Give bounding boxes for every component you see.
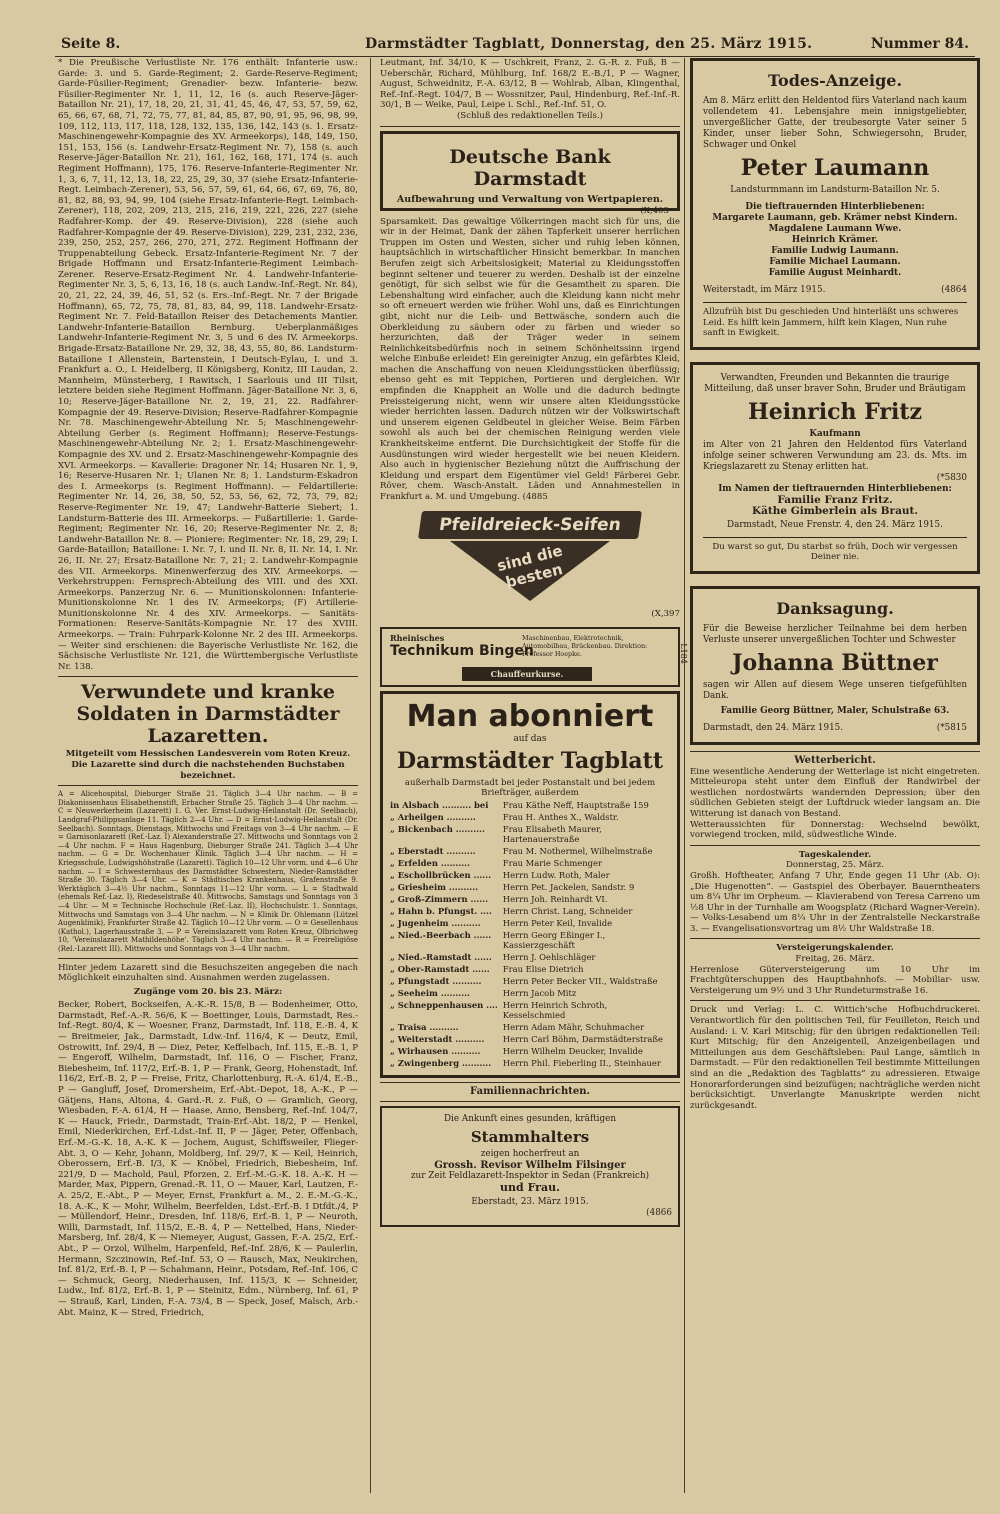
agent-place: „ Nied.-Beerbach ...... — [390, 929, 492, 940]
column-divider — [684, 58, 685, 1493]
mourners-heading: Im Namen der tieftrauernden Hinterbliebenen: — [718, 483, 952, 494]
divider — [690, 938, 980, 939]
birth-announcement — [380, 1106, 680, 1227]
ad-code: (X,403 — [640, 205, 669, 216]
agent-row — [389, 929, 671, 951]
agent-name: Herrn Carl Böhm, Darmstädterstraße — [502, 1033, 663, 1044]
soap-slogan: sind die besten — [495, 541, 565, 592]
divider — [58, 676, 358, 677]
masthead-title: Darmstädter Tagblatt, Donnerstag, den 25. März 1915. — [365, 36, 813, 52]
soap-banner: Pfeildreieck-Seifen — [418, 511, 642, 539]
agent-row — [389, 799, 671, 811]
calendar-text: Großh. Hoftheater, Anfang 7 Uhr, Ende gegen 11 Uhr (Ab. O): „Die Hugenotten“. — Gastspiel des Oberbayer. Bauerntheaters um 8¼ Uhr im Orpheum. — Klavierabend von Teresa Carreno um ½8 Uhr in der Turnhalle am Woogsplatz (Richard Wagner-Verein). — Volks-Lesabend um 8¼ Uhr in der Zentralstelle Neckarstraße 3. — Evangelisationsvortrag um 8½ Uhr Waldstraße 18. — [690, 870, 980, 934]
subscription-advertisement — [380, 691, 680, 1078]
issue-number: Nummer 84. — [870, 36, 969, 52]
agent-place: „ Weiterstadt .......... — [390, 1033, 485, 1044]
agent-place: „ Ober-Ramstadt ...... — [390, 963, 490, 974]
ad-code: (X,397 — [651, 608, 680, 619]
birth-mother: und Frau. — [500, 1181, 560, 1195]
agent-row — [389, 917, 671, 929]
agent-name: Herrn J. Oehlschläger — [502, 951, 596, 962]
bank-services: Aufbewahrung und Verwaltung von Wertpapieren. — [396, 193, 664, 205]
memorial-verse: Allzufrüh bist Du geschieden Und hinterläßt uns schweres Leid. Es hilft kein Jammern, hilft kein Klagen, Nun ruhe sanft in Ewigkeit. — [703, 302, 967, 339]
agent-place: „ Schneppenhausen .... — [390, 999, 498, 1010]
calendar-heading: Tageskalender. — [798, 849, 872, 860]
agent-row — [389, 1045, 671, 1057]
divider — [380, 1101, 680, 1102]
technikum-advertisement — [380, 627, 689, 687]
death-notice-laumann — [690, 58, 980, 350]
notice-intro: Für die Beweise herzlicher Teilnahme bei dem herben Verluste unserer unvergeßlichen Tochter und Schwester — [703, 623, 967, 645]
agent-row — [389, 975, 671, 987]
notice-intro: Am 8. März erlitt den Heldentod fürs Vaterland nach kaum vollendetem 41. Lebensjahre mein innigstgeliebter, unvergeßlicher Gatte, der treubesorgte Vater seiner 5 Kinder, unser lieber Sohn, Schwiegersohn, Bruder, Schwager und Onkel — [703, 96, 967, 150]
notice-place-date: Weiterstadt, im März 1915. — [703, 285, 826, 295]
deceased-role: Kaufmann — [809, 428, 861, 439]
subscription-intro: außerhalb Darmstadt bei jeder Postanstalt und bei jedem Briefträger, außerdem — [404, 777, 656, 799]
column-divider — [370, 58, 371, 1493]
ad-code: (4864 — [941, 285, 967, 295]
notice-intro: Verwandten, Freunden und Bekannten die traurige Mitteilung, daß unser braver Sohn, Bruder und Bräutigam — [704, 372, 966, 394]
calendar-date: Donnerstag, 25. März. — [786, 860, 884, 871]
weather-report: Eine wesentliche Aenderung der Wetterlage ist nicht eingetreten. Mitteleuropa steht unter dem Einfluß der Randwirbel der westlichen nordostwärts wandernden Depression; über den südlichen Gebieten steigt der Luftdruck wieder langsam an. Die Witterung ist danach von Bestand. — [690, 766, 980, 819]
divider — [690, 845, 980, 846]
notice-title: Todes-Anzeige. — [767, 71, 903, 90]
divider — [380, 1082, 680, 1083]
auction-heading: Versteigerungskalender. — [776, 943, 894, 954]
agent-name: Herrn Phil. Fieberling II., Steinhauer — [502, 1057, 661, 1068]
agent-row — [389, 893, 671, 905]
mourner: Familie Ludwig Laumann. — [771, 246, 899, 256]
notice-footer — [703, 285, 967, 296]
divider — [380, 126, 680, 127]
mourner: Heinrich Krämer. — [791, 235, 879, 245]
end-editorial-note: (Schluß des redaktionellen Teils.) — [456, 110, 604, 121]
mourner: Familie Michael Laumann. — [769, 257, 901, 267]
divider — [690, 751, 980, 752]
agent-row — [389, 999, 671, 1021]
agent-place: „ Zwingenberg .......... — [390, 1057, 492, 1068]
agent-name: Herrn Peter Becker VII., Waldstraße — [502, 975, 658, 986]
agent-name: Frau M. Nothermel, Wilhelmstraße — [502, 845, 653, 856]
agent-row — [389, 905, 671, 917]
weather-forecast: Wetteraussichten für Donnerstag: Wechselnd bewölkt, vorwiegend trocken, mild, südwestliche Winde. — [690, 819, 980, 841]
agent-row — [389, 823, 671, 845]
agent-name: Frau Elisabeth Maurer, Hartenauerstraße — [502, 823, 602, 844]
imprint: Druck und Verlag: L. C. Wittich'sche Hofbuchdruckerei. Verantwortlich für den politischen Teil, für Feuilleton, Reich und Ausland: i. V. Karl Mitschig; für den übrigen redaktionellen Teil: Kurt Mitschig; für den Anzeigenteil, Anzeigenbeilagen und Mitteilungen aus dem Geschäftsleben: Paul Lange, sämtlich in Darmstadt. — Für den redaktionellen Teil bestimmte Mitteilungen sind an die „Redaktion des Tagblatts“ zu adressieren. Etwaige Honorarforderungen sind beizufügen; nachträgliche werden nicht berücksichtigt. Unverlangte Manuskripte werden nicht zurückgesandt. — [690, 1005, 980, 1111]
agent-name: Frau Elise Dietrich — [502, 963, 584, 974]
agent-name: Herrn Jacob Mitz — [502, 987, 577, 998]
agent-place: „ Arheilgen .......... — [390, 811, 476, 822]
notice-signature: Familie Georg Büttner, Maler, Schulstraße 63. — [720, 705, 950, 716]
ad-code: L184 — [679, 642, 689, 664]
column-2 — [380, 58, 689, 1227]
agent-row — [389, 951, 671, 963]
agent-place: „ Groß-Zimmern ...... — [390, 893, 488, 904]
agent-name: Frau H. Anthes X., Waldstr. — [502, 811, 619, 822]
agent-row — [389, 881, 671, 893]
agent-row — [389, 963, 671, 975]
subscription-headline: Man abonniert — [406, 698, 654, 734]
deceased-name: Heinrich Fritz — [748, 398, 922, 425]
list-continuation: Leutmant, Inf. 34/10, K — Uschkreit, Franz, 2. G.-R. z. Fuß, B — Ueberschär, Richard, Mühlburg, Inf. 168/2 E.-B./1, P — Wagner, August, Schweidnitz, F.-A. 63/12, B — Wohlrab, Alban, Klingenthal, Ref.-Inf.-Regt. 104/7, B — Wossnitzer, Paul, Hindenburg, Ref.-Inf.-R. 30/1, B — Weike, Paul, Leipe i. Schl., Ref.-Inf. 51, O. — [380, 58, 680, 111]
ad-code: (*5830 — [936, 472, 967, 483]
agent-row — [389, 869, 671, 881]
agent-row — [389, 1021, 671, 1033]
birth-father: Grossh. Revisor Wilhelm Filsinger — [434, 1160, 626, 1172]
agent-name: Frau Marie Schmenger — [502, 857, 602, 868]
agent-name: Herrn Heinrich Schroth, Kesselschmied — [502, 999, 608, 1020]
ad-code: (4866 — [646, 1208, 672, 1219]
lazarett-subheading: Mitgeteilt vom Hessischen Landesverein vom Roten Kreuz. Die Lazarette sind durch die nachstehenden Buchstaben bezeichnet. — [65, 749, 351, 781]
mourner: Käthe Gimberlein als Braut. — [751, 504, 919, 517]
agent-name: Frau Käthe Neff, Hauptstraße 159 — [502, 799, 649, 810]
notice-title: Danksagung. — [776, 598, 894, 618]
mourner: Familie August Meinhardt. — [768, 268, 902, 278]
column-1 — [58, 58, 358, 1318]
page-number: Seite 8. — [61, 36, 121, 52]
thanks-notice-buettner — [690, 586, 980, 745]
mourners-heading: Die tieftrauernden Hinterbliebenen: — [745, 202, 925, 212]
technikum-subjects: Maschinenbau, Elektrotechnik, Automobilbau, Brückenbau. Direktion: Professor Hoepke. — [522, 633, 648, 658]
agent-row — [389, 845, 671, 857]
agent-name: Herrn Christ. Lang, Schneider — [502, 905, 633, 916]
agent-place: „ Traisa .......... — [390, 1021, 459, 1032]
notice-footer — [703, 723, 967, 734]
bank-name: Deutsche Bank Darmstadt — [449, 145, 611, 190]
mourner: Margarete Laumann, geb. Krämer nebst Kindern. — [712, 213, 958, 223]
agent-place: „ Hahn b. Pfungst. .... — [390, 905, 492, 916]
subscription-agents-table — [389, 799, 671, 1069]
technikum-courses: Chauffeurkurse. — [462, 667, 592, 681]
lazarett-note: Hinter jedem Lazarett sind die Besuchszeiten angegeben die nach Möglichkeit einzuhalten sind. Ausnahmen werden zugelassen. — [58, 962, 358, 984]
soap-advertisement — [380, 509, 680, 621]
agent-place: „ Jugenheim .......... — [390, 917, 481, 928]
deceased-name: Peter Laumann — [740, 155, 930, 181]
birth-father-role: zur Zeit Feldlazarett-Inspektor in Sedan (Frankreich) — [410, 1171, 650, 1182]
agent-row — [389, 811, 671, 823]
mourner: Familie Franz Fritz. — [777, 493, 893, 506]
agent-place: „ Erfelden .......... — [390, 857, 470, 868]
death-notice-fritz — [690, 362, 980, 574]
agent-name: Herrn Wilhelm Deucker, Invalide — [502, 1045, 643, 1056]
notice-place-date: Darmstadt, Neue Frenstr. 4, den 24. März 1915. — [727, 519, 943, 530]
agent-place: „ Griesheim .......... — [390, 881, 479, 892]
agent-place: „ Seeheim .......... — [390, 987, 470, 998]
divider — [58, 785, 358, 786]
agent-name: Herrn Pet. Jackelen, Sandstr. 9 — [502, 881, 635, 892]
notice-text: im Alter von 21 Jahren den Heldentod fürs Vaterland infolge seiner schweren Verwundung am 23. ds. Mts. im Kriegslazarett zu Stenay erlitten hat. — [703, 439, 967, 472]
agent-name: Herrn Peter Keil, Invalide — [502, 917, 613, 928]
weather-heading: Wetterbericht. — [794, 754, 876, 766]
agent-row — [389, 1057, 671, 1069]
auction-text: Herrenlose Güterversteigerung um 10 Uhr im Frachtgüterschuppen des Hauptbahnhofs. — Mobiliar- usw. Versteigerung um 9½ und 3 Uhr Rundeturmstraße 16. — [690, 964, 980, 996]
agent-name: Herrn Georg Eßinger I., Kassierzgeschäft — [502, 929, 606, 950]
verlustliste-text: * Die Preußische Verlustliste Nr. 176 enthält: Infanterie usw.: Garde: 3. und 5. Garde-Regiment; 2. Garde-Reserve-Regiment; Garde-Füsilier-Regiment; Grenadier- bezw. Infanterie- bezw. Füsilier-Regimenter Nr. 1, 11, 12, 16 (s. auch Reserve-Jäger-Bataillon Nr. 21), 17, 18, 20, 21, 31, 41, 45, 46, 47, 53, 57, 59, 62, 65, 66, 67, 68, 71, 72, 75, 77, 81, 84, 85, 87, 90, 91, 95, 96, 98, 99, 109, 112, 113, 117, 118, 128, 132, 135, 136, 142, 143 (s. 1. Ersatz-Maschinengewehr-Kompagnie des XV. Armeekorps), 148, 149, 150, 151, 153, 156 (s. Landwehr-Ersatz-Regiment Nr. 7), 158 (s. auch Reserve-Jäger-Bataillon Nr. 21), 161, 162, 168, 171, 174 (s. auch Regiment Hoffmann), 175, 176. Reserve-Infanterie-Regimenter Nr. 1, 3, 6, 7, 11, 12, 13, 18, 22, 25, 29, 30, 37 (siehe Ersatz-Infanterie-Regt. Leimbach-Zerener), 53, 56, 57, 59, 61, 64, 66, 67, 69, 76, 80, 81, 82, 88, 93, 94, 99, 104 (siehe Ersatz-Infanterie-Regt. Leimbach-Zerener), 118, 202, 209, 213, 215, 216, 219, 221, 226, 227 (siehe Radfahrer-Komp. der 49. Reserve-Division), 228 (siehe auch Radfahrer-Kompagnie der 49. Reserve-Division), 229, 231, 232, 236, 239, 250, 252, 257, 266, 270, 271, 272. Regiment Hoffmann der Truppenabteilung Gebeck. Ersatz-Infanterie-Regiment Nr. 7 der Brigade Hoffmann und Ersatz-Infanterie-Regiment Leimbach-Zerener. Reserve-Ersatz-Regiment Nr. 4. Landwehr-Infanterie-Regimenter Nr. 3, 5, 6, 13, 16, 18 (s. auch Landw.-Inf.-Regt. Nr. 84), 20, 21, 22, 24, 39, 46, 51, 52 (s. Ers.-Inf.-Regt. Nr. 7 der Brigade Hoffmann), 65, 72, 75, 78, 81, 83, 84, 99, 118. Landwehr-Ersatz-Regiment Nr. 7. Feld-Bataillon Reiser des Detachements Mantier. Landwehr-Infanterie-Bataillon Bernburg. Ueberplanmäßiges Landwehr-Infanterie-Regiment Nr. 3, 5 und 6 des IV. Armeekorps. Brigade-Ersatz-Bataillone Nr. 29, 32, 38, 43, 55, 80, 86. Landsturm-Bataillone I Allenstein, Bartenstein, I Deutsch-Eylau, I. und 3. Frankfurt a. O., I. Heidelberg, II Königsberg, Konitz, III Laudan, 2. Mannheim, Münsterberg, I Rawitsch, I Saarlouis und III Tilsit, letztere beiden siehe Regiment Hoffmann. Jäger-Bataillone Nr. 3, 6, 10; Reserve-Jäger-Bataillone Nr. 2, 19, 21, 22. Radfahrer-Kompagnie der 49. Reserve-Division; Reserve-Radfahrer-Kompagnie Nr. 78. Maschinengewehr-Abteilung Nr. 5; Maschinengewehr-Abteilung Gerber (s. Regiment Hoffmann); Reserve-Festungs-Maschinengewehr-Abteilung Nr. 2; 1. Ersatz-Maschinengewehr-Kompagnie des XV. und 2. Ersatz-Maschinengewehr-Kompagnie des XVI. Armeekorps. — Kavallerie: Dragoner Nr. 14; Husaren Nr. 1, 9, 16; Reserve-Husaren Nr. 1; Ulanen Nr. 8; 1. Landsturm-Eskadron des I. Armeekorps (s. Regiment Hoffmann). — Feldartillerie: Regimenter Nr. 14, 26, 38, 50, 52, 53, 56, 62, 72, 73, 79, 82; Reserve-Regimenter Nr. 19, 47; Landwehr-Batterie Siebert; 1. Landsturm-Batterie des III. Armeekorps. — Fußartillerie: 1. Garde-Regiment; Regimenter Nr. 16, 20; Reserve-Regimenter Nr. 2, 8; Landwehr-Bataillon Nr. 8. — Pioniere: Regimenter: Nr. 18, 29, 29; I. Garde-Bataillon; Bataillone: I. Nr. 7, I. und II. Nr. 8, II. Nr. 14, I. Nr. 26, II. Nr. 27; Ersatz-Bataillone Nr. 7, 21; 2. Landwehr-Kompagnie des VII. Armeekorps. Minenwerferzug des XIV. Armeekorps. — Verkehrstruppen: Fernsprech-Abteilung des VIII. und des XXI. Armeekorps. Panzerzug Nr. 6. — Munitionskolonnen: Infanterie-Munitionskolonne Nr. 1 des IV. Armeekorps; (F) Artillerie-Munitionskolonne Nr. 4 des XIV. Armeekorps. — Sanitäts-Formationen: Reserve-Sanitäts-Kompagnie Nr. 17 des XVIII. Armeekorps. — Train: Fuhrpark-Kolonne Nr. 2 des III. Armeekorps. — Weiter sind erschienen: die Bayerische Verlustliste Nr. 162, die Sächsische Verlustliste Nr. 121, die Württembergische Verlustliste Nr. 138. — [58, 58, 358, 672]
birth-place-date: Eberstadt, 23. März 1915. — [471, 1197, 589, 1208]
technikum-prefix: Rheinisches — [390, 632, 445, 643]
agent-place: „ Bickenbach .......... — [390, 823, 485, 834]
lazarett-list: A = Alicehospital, Dieburger Straße 21. Täglich 3—4 Uhr nachm. — B = Diakonissenhaus Elisabethenstift, Erbacher Straße 25. Täglich 3—4 Uhr nachm. — C = Neuwerkerheim (Lazarett) 1. G. Ver. Ernst-Ludwig-Heilanstalt (Dr. Seelbach), Landgraf-Philippsanlage 11. Täglich 2—4 Uhr. — D = Ernst-Ludwig-Heilanstalt (Dr. Seelbach). Sonntags, Dienstags, Mittwochs und Freitags von 3—4 Uhr nachm. — E = Garnisonlazarett (Ref.-Laz. I) Alexanderstraße 27. Mittwochs und Sonntags von 2—4 Uhr nachm. F = Haus Hagenburg, Dieburger Straße 241. Täglich 3—4 Uhr nachm. — G = Dr. Wochenhauer Klinik. Täglich 3—4 Uhr nachm. — H = Kriegsschule, Ludwigshöhstraße (Lazarett). Täglich 10—12 Uhr vorm. und 4—6 Uhr nachm. — I = Schwesternhaus des Darmstädter Schwestern, Nieder-Ramstädter Straße 30. Täglich 3—4 Uhr. — K = Städtisches Krankenhaus, Grafenstraße 9. Werktäglich 3—4½ Uhr nachm., Sonntags 11—12 Uhr vorm. — L = Stadtwald (ehemals Ref.-Laz. I), Riedeselstraße 40. Mittwochs, Samstags und Sonntags von 3—4 Uhr. — M = Technische Hochschule (Ref.-Laz. II), Hochschulstr. 1. Sonntags, Mittwochs und Samstags von 3—4 Uhr nachm. — N = Klinik Dr. Ohlemann (Lützel Augenklinik), Frankfurter Straße 42. Täglich 10—12 Uhr vorm. — O = Gesellenhaus (Kathol.), Lagerhausstraße 3. — P = Vereinslazarett vom Roten Kreuz, Olbrichweg 10, 'Vereinslazarett Mathildenhöhe'. Täglich 3—4 Uhr nachm. — R = Freireligiöse (Rel.-Lazarett III). Mittwochs und Sonntags von 3—4 Uhr nachm. — [58, 790, 358, 953]
agent-place: „ Eschollbrücken ...... — [390, 869, 492, 880]
divider — [690, 1000, 980, 1001]
agent-place: „ Eberstadt .......... — [390, 845, 476, 856]
mourner: Magdalene Laumann Wwe. — [768, 224, 902, 234]
agent-place: in Alsbach .......... bei — [390, 799, 489, 810]
technikum-name: Technikum Bingen — [390, 642, 534, 659]
deceased-name: Johanna Büttner — [732, 649, 938, 676]
birth-line-1: Die Ankunft eines gesunden, kräftigen — [443, 1114, 616, 1125]
divider — [58, 958, 358, 959]
memorial-verse: Du warst so gut, Du starbst so früh, Doch wir vergessen Deiner nie. — [703, 537, 967, 563]
agent-place: „ Nied.-Ramstadt ...... — [390, 951, 492, 962]
subscription-connector: auf das — [513, 733, 547, 744]
zugaenge-heading: Zugänge vom 20. bis 23. März: — [133, 986, 283, 997]
agent-place: „ Wirhausen .......... — [390, 1045, 481, 1056]
agent-row — [389, 987, 671, 999]
auction-date: Freitag, 26. März. — [795, 954, 875, 965]
sparsamkeit-article: Sparsamkeit. Das gewaltige Völkerringen macht sich für uns, die wir in der Heimat, Dank der zähen Tapferkeit unserer herrlichen Truppen im Osten und Westen, sicher und ruhig leben können, hauptsächlich in wirtschaftlicher Hinsicht bemerkbar. In manchen Berufen zeigt sich Arbeitslosigkeit; Material zu Kleidungsstoffen beginnt seltener und teuerer zu werden. Deshalb ist der einzelne genötigt, für sich selbst wie für die Gesamtheit zu sparen. Die Lebenshaltung wird einfacher, auch die Kleidung kann nicht mehr so oft erneuert werden wie früher. Wohl uns, daß es Einrichtungen gibt, nicht nur die Leib- und Bettwäsche, sondern auch die Oberkleidung zu säubern oder zu färben und wieder so herzurichten, daß der Träger weder in seinem Reinlichkeitsbedürfnis noch in seinem Schönheitssinn irgend welche Einbuße erleidet! Ein gereinigter Anzug, ein gefärbtes Kleid, machen die Anschaffung von neuen Kleidungsstücken überflüssig; ebenso geht es mit Teppichen, Portieren und dergleichen. Wir empfinden die Knappheit an Wolle und die dadurch bedingte Preissteigerung nicht, wenn wir unsere alten Kleidungsstücke wieder herrichten lassen. Dadurch nützen wir der Volkswirtschaft und unserem eigenen Geldbeutel in gleicher Weise. Beim Färben sowohl als auch bei der chemischen Reinigung werden viele Krankheitskeime entfernt. Die Durchsichtigkeit der Stoffe für die Ausdünstungen wird wieder hergestellt wie bei neuen Kleidern. Also auch in hygienischer Beziehung nützt die Auffrischung der Kleidung und erspart dem Eigentümer viel Geld! Färberei Gebr. Röver, chem. Wasch-Anstalt. Läden und Annahmestellen in Frankfurt a. M. und Umgebung. (4885 — [380, 216, 680, 502]
agent-place: „ Pfungstadt .......... — [390, 975, 482, 986]
lazarett-heading: Verwundete und kranke Soldaten in Darmstädter Lazaretten. — [76, 681, 340, 748]
agent-name: Herrn Joh. Reinhardt VI. — [502, 893, 608, 904]
agent-row — [389, 857, 671, 869]
zugaenge-text: Becker, Robert, Bockseifen, A.-K.-R. 15/8, B — Bodenheimer, Otto, Darmstadt, Ref.-A.-R. 56/6, K — Boettinger, Louis, Darmstadt, Res.-Inf.-Regt. 80/4, K — Woesner, Franz, Darmstadt, Inf. 118, E.-B. 4, K — Breitmeier, Jak., Darmstadt, Ldw.-Inf. 116/4, K — Deutz, Emil, Ostrowitt, Inf. 29/4, B — Diez, Peter, Keffelbach, Inf. 115, E.-B. 1, P — Engeroff, Wilhelm, Darmstadt, Inf. 116, O — Fischer, Franz, Biebesheim, Inf. 117/2, Erf.-B. 1, P — Frank, Georg, Hohenstadt, Inf. 116/2, Erf.-B. 2, P — Freise, Fritz, Charlottenburg, R.-A. 61/4, E.-B., P — Gangluff, Josef, Dromersheim, Erf.-Abt.-Depot, 18, A.-K., P — Gätjens, Hans, Altona, 4. Gard.-R. z. Fuß, O — Gramlich, Georg, Wiesbaden, F.-A. 61/4, H — Haase, Anno, Bensberg, Ref.-Inf. 104/7, K — Hauck, Friedr., Darmstadt, Train-Erf.-Abt. 18/2, P — Henkel, Emil, Niederkirchen, Erf.-Ldst.-Inf. II, P — Jäger, Peter, Offenbach, Erf.-M.-G.-K. 18, A.-K. K — Jochem, August, Schiffsweiler, Flieger-Abt. 3, O — Kehr, Johann, Moldberg, Inf. 29/7, K — Keil, Heinrich, Oberossern, Erf.-B. I/3, K — Knöbel, Friedrich, Biebesheim, Inf. 221/9, D — Machold, Paul, Pforzen, 2. Erf.-M.-G.-K. 18. A.-K. H — Marder, Max, Pippern, Grenad.-R. 11, O — Mauer, Karl, Lautzen, F.-A. 25/2, E.-Abt., P — Meyer, Ernst, Frankfurt a. M., 2. E.-M.-G.-K., 18. A.-K., K — Mohr, Wilhelm, Beerfelden, Ldst.-Erf.-B. I Dtfdt./4, P — Müllendorf, Heinr., Dresden, Inf. 118/6, Erf.-B. 1, P — Neuroth, Willi, Darmstadt, Inf. 115/2, E.-B. 4, P — Nettelbed, Hans, Nieder-Marsberg, Inf. 28/4, K — Niemeyer, August, Gassen, F.-A. 25/2, Erf.-Abt., P — Orzol, Wilhelm, Harpenfeld, Ref.-Inf. 28/6, K — Paulerlin, Hermann, Szczinowin, Ref.-Inf. 53, O — Rausch, Max, Neukirchen, Inf. 81/2, Erf.-B. I, P — Schahmann, Heinr., Potsdam, Ref.-Inf. 106, C — Schmuck, Georg, Niederhausen, Inf. 115/3, K — Schneider, Ludw., Inf. 81/2, Erf.-B. 1, P — Steinitz, Edm., Nürnberg, Inf. 61, P — Strauß, Karl, Linden, F.-A. 73/4, B — Speck, Josef, Malsch, Arb.-Abt. Mainz, K — Stred, Friedrich, — [58, 1000, 358, 1318]
newspaper-name: Darmstädter Tagblatt — [396, 747, 664, 774]
notice-place-date: Darmstadt, den 24. März 1915. — [703, 722, 844, 733]
agent-name: Herrn Adam Mähr, Schuhmacher — [502, 1021, 645, 1032]
deceased-rank: Landsturmmann im Landsturm-Bataillon Nr. 5. — [730, 185, 940, 195]
birth-line-2: zeigen hocherfreut an — [480, 1149, 580, 1160]
family-news-heading: Familiennachrichten. — [470, 1085, 590, 1097]
agent-row — [389, 1033, 671, 1045]
column-3 — [690, 58, 980, 1111]
notice-text: sagen wir Allen auf diesem Wege unseren tiefgefühlten Dank. — [703, 679, 967, 701]
ad-code: (*5815 — [936, 722, 967, 733]
bank-advertisement — [380, 131, 680, 216]
agent-name: Herrn Ludw. Roth, Maler — [502, 869, 610, 880]
page-header — [55, 34, 975, 57]
birth-headline: Stammhalters — [470, 1128, 590, 1147]
